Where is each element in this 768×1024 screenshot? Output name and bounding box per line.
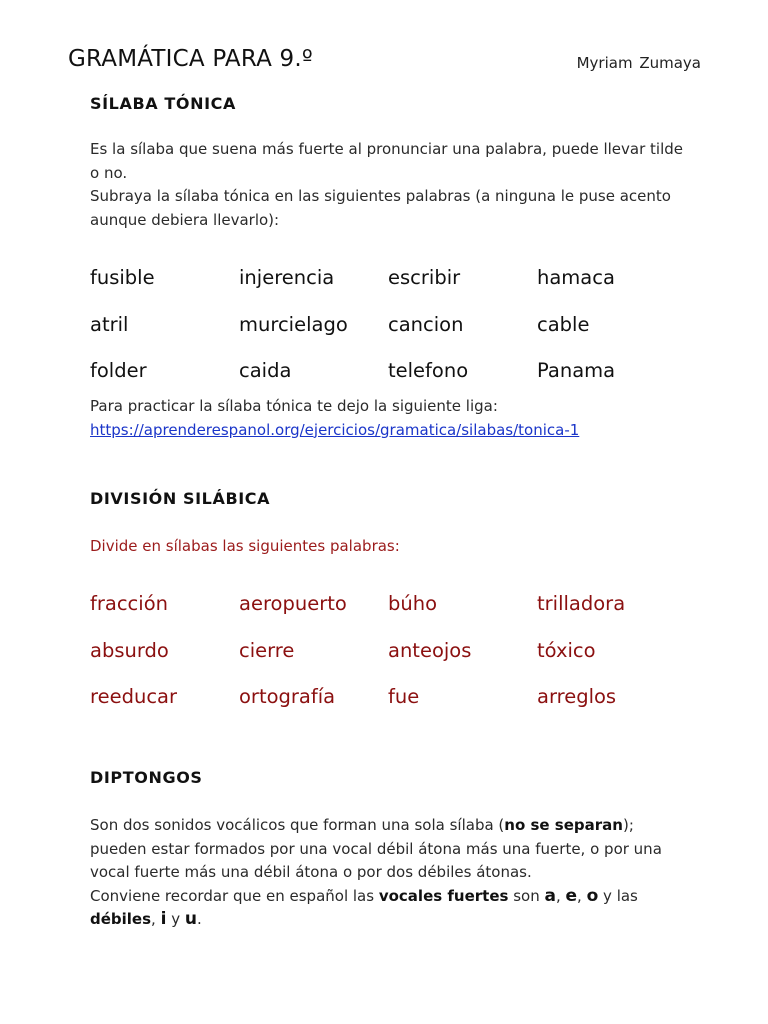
word-row: [90, 639, 690, 686]
section-division-silabica: [90, 489, 690, 508]
word: Panama: [537, 359, 616, 382]
word: búho: [388, 592, 438, 615]
word: arreglos: [537, 685, 617, 708]
word: caida: [239, 359, 292, 382]
word-row: [90, 685, 690, 732]
word-grid-division: [90, 592, 690, 732]
word: trilladora: [537, 592, 626, 615]
section-silaba-tonica: [90, 94, 690, 113]
word-row: [90, 592, 690, 639]
vowel-e: e: [565, 885, 578, 906]
word: escribir: [388, 266, 461, 289]
word: ortografía: [239, 685, 336, 708]
word: injerencia: [239, 266, 335, 289]
diptongos-definition: [90, 814, 690, 885]
word: fue: [388, 685, 420, 708]
word: aeropuerto: [239, 592, 347, 615]
word: anteojos: [388, 638, 472, 662]
text-run: ); pueden estar formados por una vocal débil átona más una fuerte, o por una vocal fuerte más una débil átona o por dos débiles átonas.: [90, 816, 662, 881]
text-run: Son dos sonidos vocálicos que forman una sola sílaba (: [90, 816, 505, 834]
section-heading: DIVISIÓN SILÁBICA: [90, 489, 271, 508]
diptongos-reminder: [90, 885, 690, 932]
instruction-text: Divide en sílabas las siguientes palabras:: [90, 537, 400, 555]
text-run: .: [196, 910, 202, 928]
section-diptongos: [90, 768, 690, 787]
word-row: [90, 313, 690, 360]
word: cierre: [239, 638, 295, 662]
text-run: y las: [598, 886, 638, 905]
word: cable: [537, 312, 590, 336]
diptongos-text: [90, 814, 690, 932]
word: absurdo: [90, 638, 169, 662]
silaba-tonica-text: [90, 138, 690, 232]
emphasis-text: débiles: [90, 910, 152, 928]
word: murcielago: [239, 312, 348, 336]
vowel-a: a: [544, 885, 556, 906]
word: atril: [90, 312, 129, 336]
word: reeducar: [90, 685, 178, 708]
word: fusible: [90, 266, 155, 289]
word: tóxico: [537, 638, 596, 662]
section-heading: DIPTONGOS: [90, 768, 203, 787]
word: telefono: [388, 359, 469, 382]
vowel-i: i: [160, 909, 167, 929]
practice-text: Para practicar la sílaba tónica te dejo la siguiente liga:: [90, 397, 498, 415]
separator: ,: [151, 910, 161, 928]
vowel-o: o: [586, 885, 599, 906]
word: hamaca: [537, 266, 615, 289]
word-grid-tonica: [90, 266, 690, 406]
text-run: y: [166, 910, 185, 928]
text-run: Conviene recordar que en español las: [90, 886, 379, 905]
word: folder: [90, 359, 147, 382]
section-heading: SÍLABA TÓNICA: [90, 94, 236, 113]
word: fracción: [90, 592, 168, 615]
separator: ,: [577, 886, 587, 905]
emphasis-text: vocales fuertes: [378, 886, 509, 905]
practice-block: [90, 395, 690, 442]
page-header: [68, 46, 701, 80]
word-row: [90, 266, 690, 313]
author-name: Myriam Zumaya: [576, 54, 701, 72]
text-run: son: [508, 886, 545, 905]
definition-text: Es la sílaba que suena más fuerte al pronunciar una palabra, puede llevar tilde o no.: [90, 140, 683, 182]
emphasis-text: no se separan: [504, 816, 623, 834]
document-title: GRAMÁTICA PARA 9.º: [68, 46, 313, 72]
division-instruction-block: [90, 535, 690, 559]
word: cancion: [388, 312, 464, 336]
practice-link[interactable]: https://aprenderespanol.org/ejercicios/gramatica/silabas/tonica-1: [90, 420, 580, 439]
instruction-text: Subraya la sílaba tónica en las siguientes palabras (a ninguna le puse acento aunque debiera llevarlo):: [90, 187, 671, 229]
vowel-u: u: [184, 909, 197, 929]
separator: ,: [555, 886, 566, 905]
